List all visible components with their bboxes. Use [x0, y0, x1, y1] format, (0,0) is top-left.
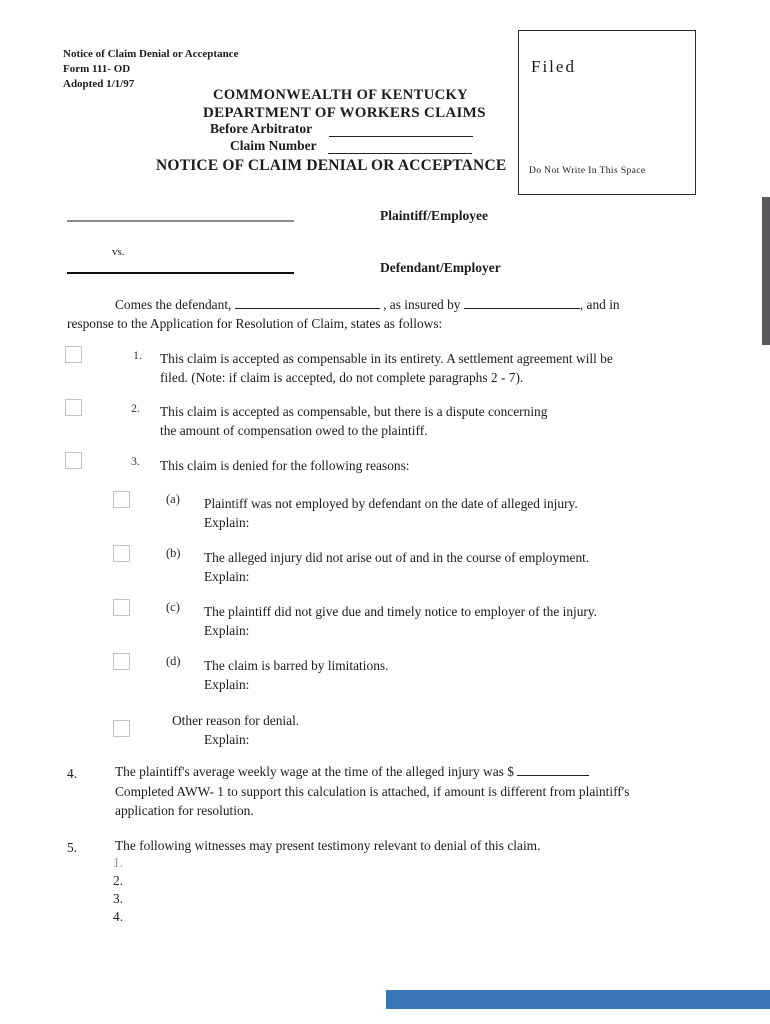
heading-department: DEPARTMENT OF WORKERS CLAIMS	[203, 105, 486, 121]
item-1-text-line-1: This claim is accepted as compensable in its entirety. A settlement agreement will be	[160, 351, 613, 366]
reason-b-checkbox[interactable]	[113, 545, 130, 562]
reason-b-label: (b)	[166, 546, 181, 560]
item-1-number: 1.	[133, 348, 142, 362]
form-id-block	[63, 47, 238, 92]
defendant-label: Defendant/Employer	[380, 260, 501, 275]
item-4-line-2: Completed AWW- 1 to support this calculation is attached, if amount is different from plaintiff's	[115, 784, 630, 799]
reason-d-explain: Explain:	[204, 677, 250, 692]
vs-label: vs.	[112, 246, 125, 258]
aww-amount-field[interactable]	[517, 762, 589, 776]
item-1-text-line-2: filed. (Note: if claim is accepted, do not complete paragraphs 2 - 7).	[160, 370, 524, 385]
other-reason-explain: Explain:	[204, 732, 250, 747]
intro-lead: Comes the defendant,	[115, 297, 232, 312]
item-5-number: 5.	[67, 840, 78, 855]
item-3-checkbox[interactable]	[65, 452, 82, 469]
filed-stamp-box	[518, 30, 696, 195]
reason-c-checkbox[interactable]	[113, 599, 130, 616]
reason-c-label: (c)	[166, 600, 180, 614]
horizontal-scrollbar-thumb[interactable]	[386, 990, 770, 1009]
reason-a-checkbox[interactable]	[113, 491, 130, 508]
item-1-checkbox[interactable]	[65, 346, 82, 363]
reason-c-explain: Explain:	[204, 623, 250, 638]
defendant-name-line[interactable]	[67, 272, 294, 274]
reason-b-explain: Explain:	[204, 569, 250, 584]
item-2-text-line-2: the amount of compensation owed to the plaintiff.	[160, 423, 428, 438]
witness-line-1[interactable]: 1.	[113, 855, 124, 870]
before-arbitrator-label: Before Arbitrator	[210, 121, 313, 136]
reason-a-text: Plaintiff was not employed by defendant on the date of alleged injury.	[204, 496, 578, 511]
witness-line-4[interactable]: 4.	[113, 909, 124, 924]
filed-stamp-text: Filed	[531, 57, 576, 76]
other-reason-checkbox[interactable]	[113, 720, 130, 737]
item-5-text: The following witnesses may present testimony relevant to denial of this claim.	[115, 838, 541, 853]
intro-tail: , and in	[579, 297, 620, 312]
item-2-text-line-1: This claim is accepted as compensable, but there is a dispute concerning	[160, 404, 548, 419]
item-3-text-line-1: This claim is denied for the following reasons:	[160, 458, 410, 473]
item-4-line-1	[115, 762, 589, 781]
witness-line-3[interactable]: 3.	[113, 891, 124, 906]
intro-line-1	[115, 295, 620, 314]
reason-b-text: The alleged injury did not arise out of and in the course of employment.	[204, 550, 590, 565]
reason-a-explain: Explain:	[204, 515, 250, 530]
plaintiff-label: Plaintiff/Employee	[380, 208, 488, 223]
reason-d-checkbox[interactable]	[113, 653, 130, 670]
plaintiff-name-line[interactable]	[67, 220, 294, 222]
heading-commonwealth: COMMONWEALTH OF KENTUCKY	[213, 87, 469, 103]
item-4-line-3: application for resolution.	[115, 803, 254, 818]
claim-number-field[interactable]	[328, 139, 472, 154]
reason-a-label: (a)	[166, 492, 180, 506]
item-2-number: 2.	[131, 401, 140, 415]
item-4-number: 4.	[67, 766, 78, 781]
item-2-checkbox[interactable]	[65, 399, 82, 416]
other-reason-text: Other reason for denial.	[172, 713, 300, 728]
defendant-name-field[interactable]	[235, 295, 380, 309]
before-arbitrator-field[interactable]	[329, 122, 473, 137]
item-3-number: 3.	[131, 454, 140, 468]
corner-form-number: Form 111- OD	[63, 63, 131, 75]
witness-line-2[interactable]: 2.	[113, 873, 124, 888]
intro-line-2: response to the Application for Resolution of Claim, states as follows:	[67, 316, 443, 331]
claim-number-label: Claim Number	[230, 138, 317, 153]
corner-adopted-date: Adopted 1/1/97	[63, 78, 135, 90]
intro-mid: , as insured by	[379, 297, 461, 312]
vertical-scrollbar-thumb[interactable]	[762, 197, 770, 345]
corner-form-title: Notice of Claim Denial or Acceptance	[63, 48, 239, 60]
insurer-name-field[interactable]	[464, 295, 580, 309]
item-4-line-1-text: The plaintiff's average weekly wage at the time of the alleged injury was $	[115, 764, 514, 779]
form-title: NOTICE OF CLAIM DENIAL OR ACCEPTANCE	[156, 157, 507, 174]
reason-d-text: The claim is barred by limitations.	[204, 658, 389, 673]
do-not-write-note: Do Not Write In This Space	[529, 166, 646, 176]
reason-c-text: The plaintiff did not give due and timely notice to employer of the injury.	[204, 604, 598, 619]
reason-d-label: (d)	[166, 654, 181, 668]
